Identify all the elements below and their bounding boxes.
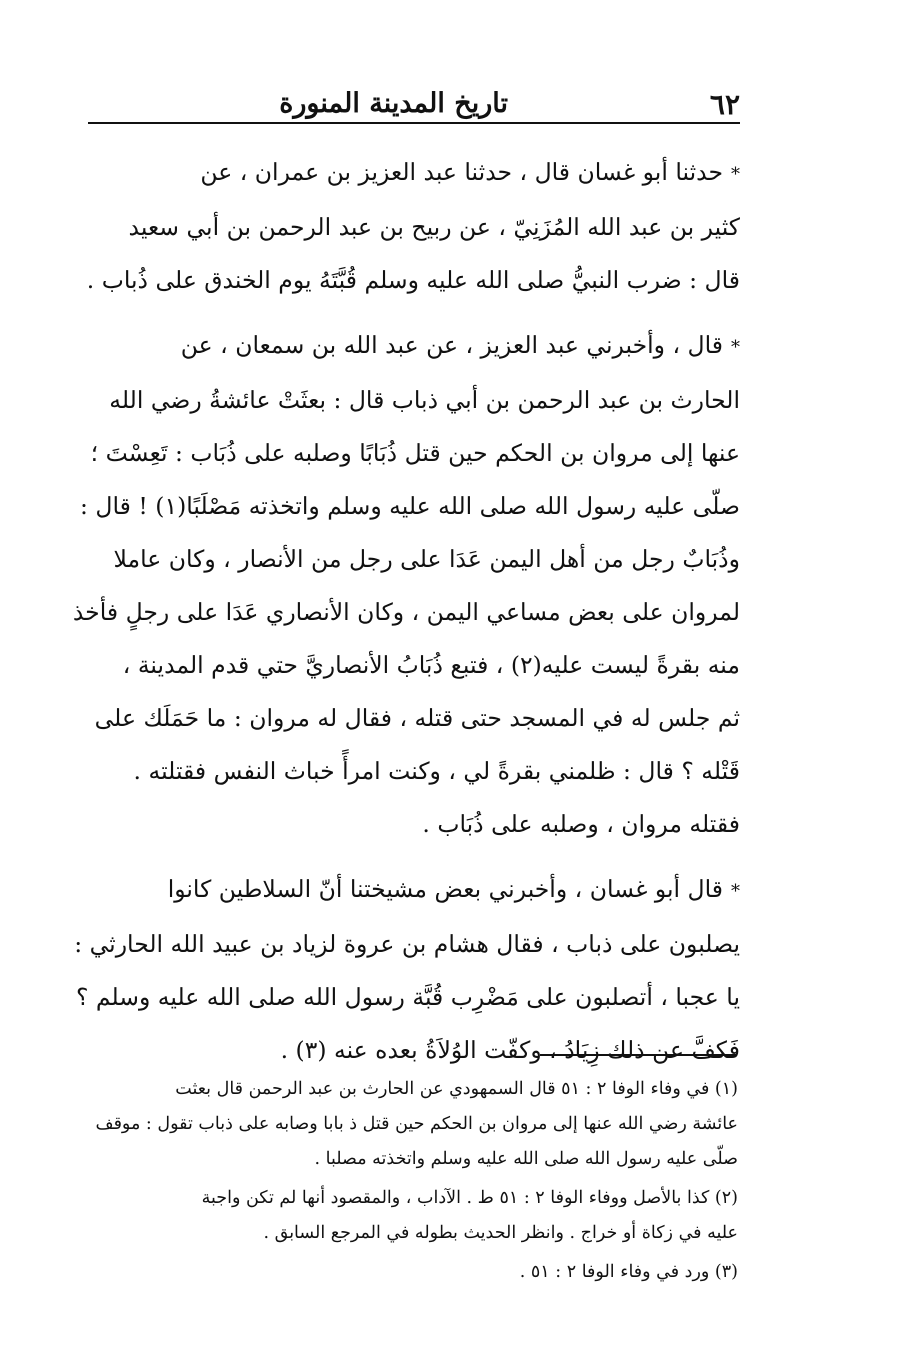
page-number: ٦٢: [709, 88, 740, 121]
text-line: قال : ضرب النبيُّ صلى الله عليه وسلم قُبَّتَهُ يوم الخندق على ذُباب .: [86, 266, 740, 294]
paragraph-marker: *: [731, 881, 740, 902]
text-line: لمروان على بعض مساعي اليمن ، وكان الأنصاري عَدَا على رجلٍ فأخذ: [72, 598, 740, 626]
footnote-line: عليه في زكاة أو خراج . وانظر الحديث بطوله في المرجع السابق .: [263, 1223, 738, 1243]
footnote-line: عائشة رضي الله عنها إلى مروان بن الحكم حين قتل ذ بابا وصابه على ذباب تقول : موقف: [95, 1114, 738, 1134]
paragraph-marker: *: [731, 164, 740, 185]
text-line: كثير بن عبد الله المُزَنِيّ ، عن ربيح بن عبد الرحمن بن أبي سعيد: [128, 213, 740, 241]
text-line: فقتله مروان ، وصلبه على ذُبَاب .: [422, 810, 740, 838]
main-text: [72, 146, 740, 1089]
text-line: قَتْله ؟ قال : ظلمني بقرةً لي ، وكنت امرأً خباث النفس فقتلته .: [133, 757, 740, 785]
text-line: ثم جلس له في المسجد حتى قتله ، فقال له مروان : ما حَمَلَك على: [94, 704, 740, 732]
paragraph-1: [86, 146, 740, 307]
text-line: الحارث بن عبد الرحمن بن أبي ذباب قال : بعثَتْ عائشةُ رضي الله: [109, 386, 740, 414]
text-line: *حدثنا أبو غسان قال ، حدثنا عبد العزيز بن عمران ، عن: [200, 158, 740, 186]
text-line: صلّى عليه رسول الله صلى الله عليه وسلم واتخذته مَصْلَبًا(١) ! قال :: [80, 492, 740, 520]
paragraph-marker: *: [731, 337, 740, 358]
text-line: منه بقرةً ليست عليه(٢) ، فتبع ذُبَابُ الأنصاريَّ حتي قدم المدينة ،: [122, 651, 740, 679]
text-line: فَكفَّ عن ذلك زِيَادُ ، وكفّت الوُلاَةُ بعده عنه (٣) .: [280, 1036, 740, 1064]
paragraph-2: [72, 319, 740, 851]
footnotes: [92, 1072, 738, 1294]
text-line: *قال ، وأخبرني عبد العزيز ، عن عبد الله بن سمعان ، عن: [180, 331, 740, 359]
footnote-line: (٣) ورد في وفاء الوفا ٢ : ٥١ .: [519, 1262, 738, 1282]
footnote-1: [92, 1072, 738, 1177]
page-header: [88, 82, 740, 124]
footnote-3: [92, 1255, 738, 1290]
text-line: *قال أبو غسان ، وأخبرني بعض مشيختنا أنّ السلاطين كانوا: [167, 875, 740, 903]
footnote-separator: [540, 1054, 736, 1056]
footnote-line: صلّى عليه رسول الله صلى الله عليه وسلم واتخذته مصلبا .: [314, 1149, 738, 1169]
text-line: وذُبَابٌ رجل من أهل اليمن عَدَا على رجل من الأنصار ، وكان عاملا: [113, 545, 740, 573]
text-line: يا عجبا ، أتصلبون على مَضْرِب قُبَّة رسول الله صلى الله عليه وسلم ؟: [75, 983, 740, 1011]
running-title: تاريخ المدينة المنورة: [279, 88, 508, 119]
footnote-line: (٢) كذا بالأصل ووفاء الوفا ٢ : ٥١ ط . الآداب ، والمقصود أنها لم تكن واجبة: [201, 1188, 738, 1208]
paragraph-3: [74, 863, 740, 1077]
footnote-line: (١) في وفاء الوفا ٢ : ٥١ قال السمهودي عن الحارث بن عبد الرحمن قال بعثت: [175, 1079, 738, 1099]
text-line: عنها إلى مروان بن الحكم حين قتل ذُبَابًا وصلبه على ذُبَاب : تَعِسْتَ ؛: [90, 439, 740, 467]
text-line: يصلبون على ذباب ، فقال هشام بن عروة لزياد بن عبيد الله الحارثي :: [74, 930, 740, 958]
footnote-2: [92, 1181, 738, 1251]
